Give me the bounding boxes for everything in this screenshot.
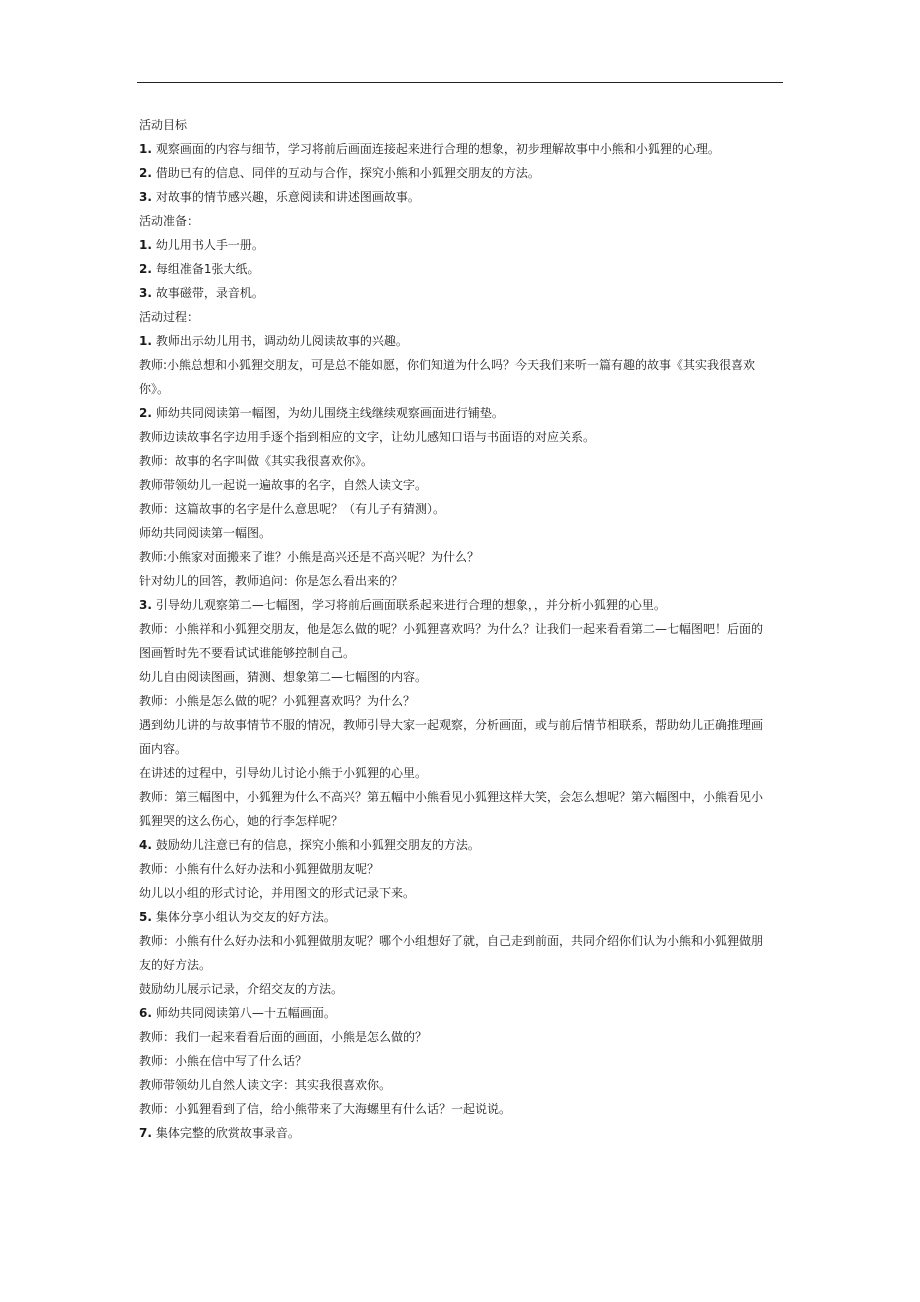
text-line xyxy=(139,521,785,545)
text-line xyxy=(139,473,785,497)
text-line xyxy=(139,497,785,521)
line-text: 鼓励幼儿注意已有的信息，探究小熊和小狐狸交朋友的方法。 xyxy=(155,838,480,852)
text-line xyxy=(139,185,785,209)
list-number: 2. xyxy=(139,406,152,420)
text-line xyxy=(139,953,785,977)
text-line xyxy=(139,1073,785,1097)
text-line xyxy=(139,905,785,929)
text-line xyxy=(139,161,785,185)
text-line xyxy=(139,113,785,137)
text-line xyxy=(139,1097,785,1121)
line-text: 教师出示幼儿用书，调动幼儿阅读故事的兴趣。 xyxy=(155,334,408,348)
text-line xyxy=(139,377,785,401)
text-line xyxy=(139,1025,785,1049)
text-line xyxy=(139,617,785,641)
list-number: 4. xyxy=(139,838,152,852)
line-text: 教师：小熊在信中写了什么话？ xyxy=(139,1054,308,1068)
text-line xyxy=(139,353,785,377)
list-number: 2. xyxy=(139,166,152,180)
line-text: 教师:小熊总想和小狐狸交朋友，可是总不能如愿，你们知道为什么吗？今天我们来听一篇有趣的故事《其实我很喜欢 xyxy=(139,358,756,372)
list-number: 5. xyxy=(139,910,152,924)
line-text: 在讲述的过程中，引导幼儿讨论小熊于小狐狸的心里。 xyxy=(139,766,428,780)
text-line xyxy=(139,257,785,281)
text-line xyxy=(139,425,785,449)
text-line xyxy=(139,977,785,1001)
document-body xyxy=(139,113,785,1145)
text-line xyxy=(139,761,785,785)
line-text: 故事磁带，录音机。 xyxy=(155,286,264,300)
line-text: 师幼共同阅读第一幅图。 xyxy=(139,526,272,540)
text-line xyxy=(139,209,785,233)
text-line xyxy=(139,401,785,425)
text-line xyxy=(139,281,785,305)
line-text: 借助已有的信息、同伴的互动与合作，探究小熊和小狐狸交朋友的方法。 xyxy=(155,166,540,180)
line-text: 遇到幼儿讲的与故事情节不服的情况，教师引导大家一起观察，分析画面，或与前后情节相联系，帮助幼儿正确推理画 xyxy=(139,718,764,732)
list-number: 1. xyxy=(139,142,152,156)
line-text: 幼儿自由阅读图画，猜测、想象第二—七幅图的内容。 xyxy=(139,670,428,684)
text-line xyxy=(139,545,785,569)
list-number: 1. xyxy=(139,334,152,348)
line-text: 对故事的情节感兴趣，乐意阅读和讲述图画故事。 xyxy=(155,190,420,204)
line-text: 教师：这篇故事的名字是什么意思呢？（有儿子有猜测）。 xyxy=(139,502,446,516)
line-text: 教师:小熊家对面搬来了谁？小熊是高兴还是不高兴呢？为什么？ xyxy=(139,550,480,564)
text-line xyxy=(139,833,785,857)
text-line xyxy=(139,713,785,737)
line-text: 针对幼儿的回答，教师追问：你是怎么看出来的？ xyxy=(139,574,404,588)
header-rule xyxy=(137,82,783,83)
text-line xyxy=(139,809,785,833)
text-line xyxy=(139,305,785,329)
text-line xyxy=(139,737,785,761)
list-number: 3. xyxy=(139,190,152,204)
line-text: 教师边读故事名字边用手逐个指到相应的文字，让幼儿感知口语与书面语的对应关系。 xyxy=(139,430,596,444)
line-text: 教师：小熊祥和小狐狸交朋友，他是怎么做的呢？小狐狸喜欢吗？为什么？让我们一起来看看第二—七幅图吧！后面的 xyxy=(139,622,764,636)
list-number: 2. xyxy=(139,262,152,276)
line-text: 鼓励幼儿展示记录，介绍交友的方法。 xyxy=(139,982,344,996)
line-text: 师幼共同阅读第八—十五幅画面。 xyxy=(155,1006,336,1020)
text-line xyxy=(139,449,785,473)
text-line xyxy=(139,569,785,593)
line-text: 教师：小狐狸看到了信，给小熊带来了大海螺里有什么话？一起说说。 xyxy=(139,1102,512,1116)
line-text: 面内容。 xyxy=(139,742,188,756)
line-text: 师幼共同阅读第一幅图，为幼儿围绕主线继续观察画面进行铺垫。 xyxy=(155,406,504,420)
list-number: 6. xyxy=(139,1006,152,1020)
line-text: 每组准备1张大纸。 xyxy=(155,262,260,276)
line-text: 教师带领幼儿一起说一遍故事的名字，自然人读文字。 xyxy=(139,478,428,492)
text-line xyxy=(139,1121,785,1145)
line-text: 观察画面的内容与细节，学习将前后画面连接起来进行合理的想象，初步理解故事中小熊和小狐狸的心理。 xyxy=(155,142,720,156)
list-number: 7. xyxy=(139,1126,152,1140)
text-line xyxy=(139,1049,785,1073)
text-line xyxy=(139,137,785,161)
text-line xyxy=(139,233,785,257)
line-text: 集体分享小组认为交友的好方法。 xyxy=(155,910,336,924)
line-text: 幼儿以小组的形式讨论，并用图文的形式记录下来。 xyxy=(139,886,416,900)
text-line xyxy=(139,785,785,809)
line-text: 集体完整的欣赏故事录音。 xyxy=(155,1126,300,1140)
line-text: 友的好方法。 xyxy=(139,958,212,972)
text-line xyxy=(139,857,785,881)
text-line xyxy=(139,665,785,689)
line-text: 教师：小熊有什么好办法和小狐狸做朋友呢？ xyxy=(139,862,380,876)
line-text: 活动目标 xyxy=(139,118,188,132)
line-text: 活动准备： xyxy=(139,214,200,228)
text-line xyxy=(139,593,785,617)
line-text: 图画暂时先不要看试试谁能够控制自己。 xyxy=(139,646,356,660)
line-text: 幼儿用书人手一册。 xyxy=(155,238,264,252)
list-number: 1. xyxy=(139,238,152,252)
list-number: 3. xyxy=(139,286,152,300)
line-text: 活动过程： xyxy=(139,310,200,324)
text-line xyxy=(139,689,785,713)
line-text: 教师带领幼儿自然人读文字：其实我很喜欢你。 xyxy=(139,1078,392,1092)
text-line xyxy=(139,1001,785,1025)
line-text: 引导幼儿观察第二—七幅图，学习将前后画面联系起来进行合理的想象，，并分析小狐狸的心里。 xyxy=(155,598,666,612)
text-line xyxy=(139,881,785,905)
text-line xyxy=(139,929,785,953)
line-text: 你》。 xyxy=(139,382,170,396)
line-text: 教师：小熊是怎么做的呢？小狐狸喜欢吗？为什么？ xyxy=(139,694,416,708)
line-text: 教师：故事的名字叫做《其实我很喜欢你》。 xyxy=(139,454,374,468)
text-line xyxy=(139,641,785,665)
list-number: 3. xyxy=(139,598,152,612)
line-text: 教师：第三幅图中，小狐狸为什么不高兴？第五幅中小熊看见小狐狸这样大笑，会怎么想呢？第六幅图中，小熊看见小 xyxy=(139,790,764,804)
line-text: 狐狸哭的这么伤心，她的行李怎样呢？ xyxy=(139,814,344,828)
line-text: 教师：我们一起来看看后面的画面，小熊是怎么做的？ xyxy=(139,1030,428,1044)
text-line xyxy=(139,329,785,353)
line-text: 教师：小熊有什么好办法和小狐狸做朋友呢？哪个小组想好了就，自己走到前面，共同介绍你们认为小熊和小狐狸做朋 xyxy=(139,934,764,948)
